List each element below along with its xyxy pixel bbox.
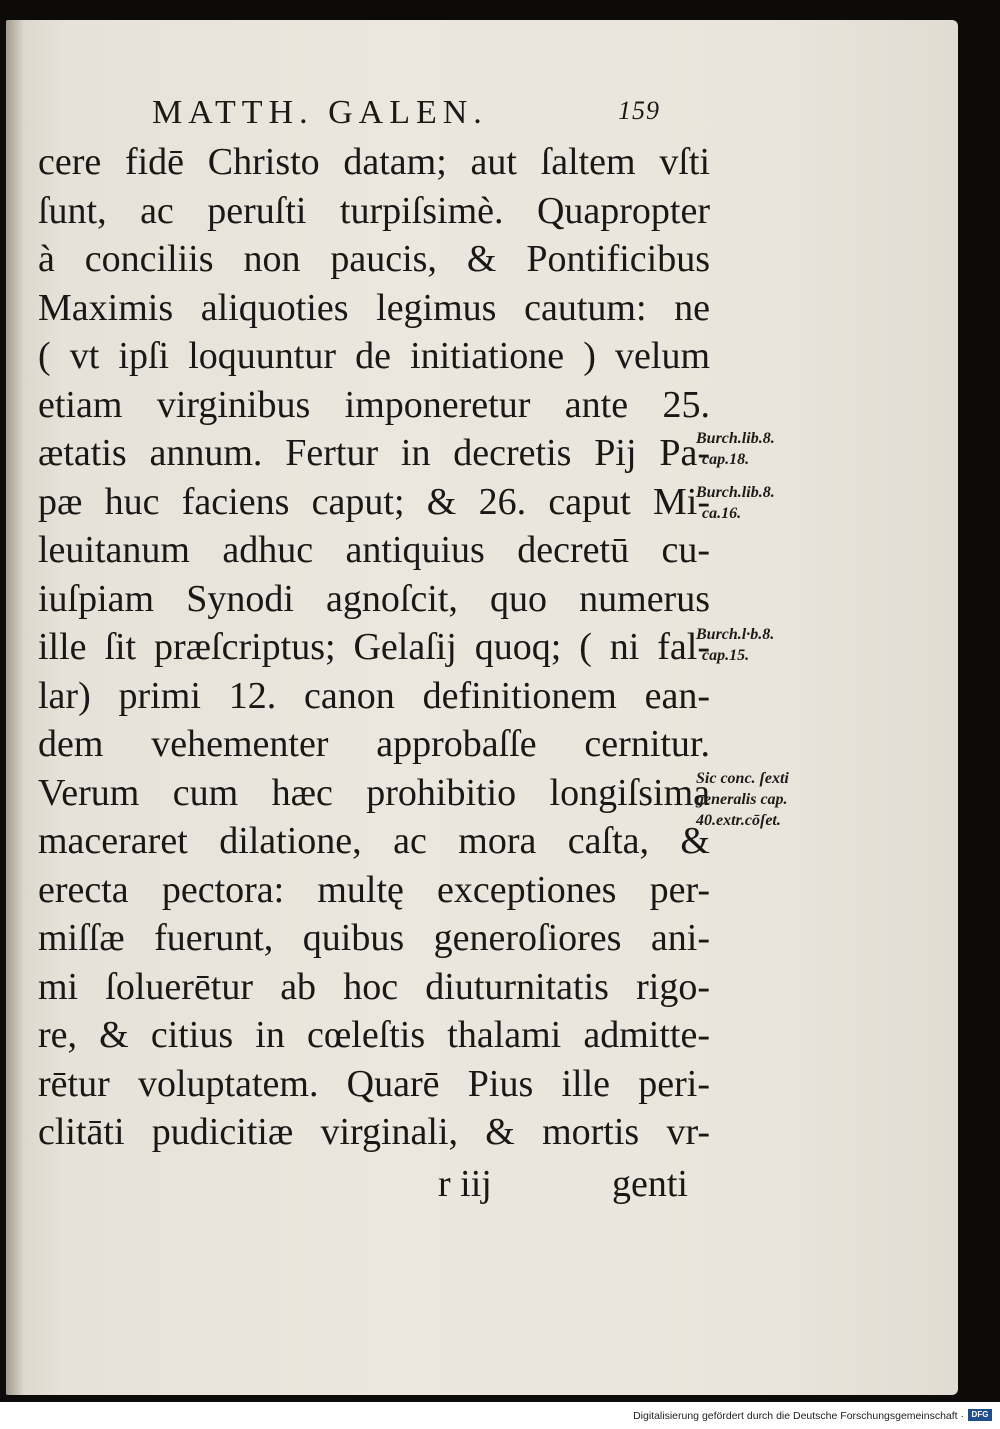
margin-note-burch-18 (696, 428, 846, 470)
text-line: clitāti pudicitiæ virginali, & mortis vr- (38, 1111, 710, 1153)
margin-note-line: Burch.l·b.8. (696, 626, 775, 643)
text-line: cere fidē Christo datam; aut ſaltem vſti (38, 141, 710, 183)
footer-bar (0, 1402, 1000, 1429)
margin-note-line: cap.18. (702, 451, 750, 468)
text-line: pæ huc faciens caput; & 26. caput Mi- (38, 480, 710, 523)
text-line: maceraret dilatione, ac mora caſta, & (38, 820, 710, 862)
margin-note-line: generalis cap. (696, 791, 788, 808)
funding-credit: Digitalisierung gefördert durch die Deutsche Forschungsgemeinschaft · (633, 1410, 964, 1422)
margin-note-line: ca.16. (702, 505, 742, 522)
margin-note-sic-conc (696, 768, 846, 831)
text-line: Maximis aliquoties legimus cautum: ne (38, 286, 710, 329)
text-line: erecta pectora: multę exceptiones per- (38, 868, 710, 911)
running-title: MATTH. GALEN. (152, 94, 488, 131)
text-line: leuitanum adhuc antiquius decretū cu- (38, 529, 710, 571)
text-line: ( vt ipſi loquuntur de initiatione ) velum (38, 335, 710, 377)
text-line: à conciliis non paucis, & Pontificibus (38, 238, 710, 280)
margin-note-line: 40.extr.cōſet. (696, 812, 781, 829)
dfg-logo: DFG (968, 1409, 992, 1421)
body-text (38, 138, 710, 1157)
margin-note-line: Sic conc. ſexti (696, 770, 789, 787)
margin-note-burch-15 (696, 624, 846, 666)
book-page (6, 20, 958, 1395)
text-line: miſſæ fuerunt, quibus generoſiores ani- (38, 917, 710, 959)
text-line: lar) primi 12. canon definitionem ean- (38, 674, 710, 717)
page-number: 159 (618, 96, 660, 125)
catch-line (6, 1162, 958, 1212)
running-head (6, 94, 958, 134)
text-line: rētur voluptatem. Quarē Pius ille peri- (38, 1062, 710, 1105)
margin-note-line: Burch.lib.8. (696, 484, 775, 501)
catchword: genti (612, 1163, 688, 1205)
text-line: ille ſit præſcriptus; Gelaſij quoq; ( ni fal- (38, 626, 710, 668)
text-line: iuſpiam Synodi agnoſcit, quo numerus (38, 577, 710, 620)
text-line: mi ſoluerētur ab hoc diuturnitatis rigo- (38, 965, 710, 1008)
margin-note-burch-16 (696, 482, 846, 524)
text-line: re, & citius in cœleſtis thalami admitte- (38, 1014, 710, 1056)
signature-mark: r iij (438, 1163, 492, 1205)
text-line: dem vehementer approbaſſe cernitur. (38, 723, 710, 765)
text-line: ſunt, ac peruſti turpiſsimè. Quapropter (38, 189, 710, 232)
margin-note-line: cap.15. (702, 647, 750, 664)
text-line: etiam virginibus imponeretur ante 25. (38, 383, 710, 426)
margin-note-line: Burch.lib.8. (696, 430, 775, 447)
text-line: Verum cum hæc prohibitio longiſsima (38, 771, 710, 814)
text-line: ætatis annum. Fertur in decretis Pij Pa- (38, 432, 710, 474)
